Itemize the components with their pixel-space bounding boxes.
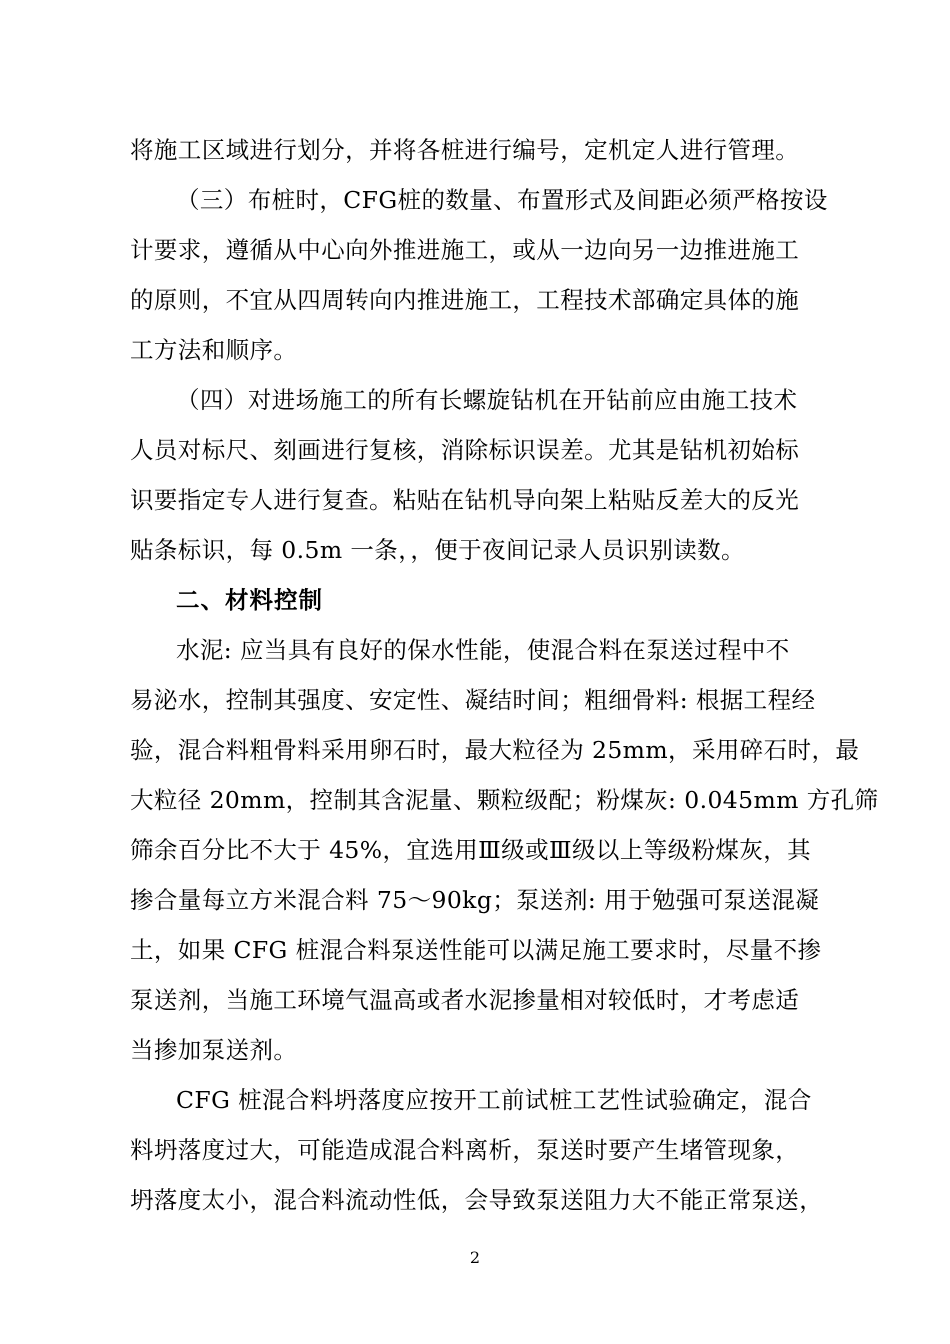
text-line: （四）对进场施工的所有长螺旋钻机在开钻前应由施工技术 bbox=[176, 386, 798, 414]
text-line: 计要求，遵循从中心向外推进施工，或从一边向另一边推进施工 bbox=[130, 236, 800, 264]
text-line: 工方法和顺序。 bbox=[130, 336, 298, 364]
text-line: 大粒径 20mm，控制其含泥量、颗粒级配；粉煤灰: 0.045mm 方孔筛 bbox=[130, 786, 879, 814]
text-line: 贴条标识，每 0.5m 一条，，便于夜间记录人员识别读数。 bbox=[130, 536, 745, 564]
text-line: 土，如果 CFG 桩混合料泵送性能可以满足施工要求时，尽量不掺 bbox=[130, 936, 822, 964]
text-line: 筛余百分比不大于 45%，宜选用Ⅲ级或Ⅲ级以上等级粉煤灰，其 bbox=[130, 836, 812, 864]
text-line: 识要指定专人进行复查。粘贴在钻机导向架上粘贴反差大的反光 bbox=[130, 486, 800, 514]
text-line: 泵送剂，当施工环境气温高或者水泥掺量相对较低时，才考虑适 bbox=[130, 986, 800, 1014]
text-line: （三）布桩时，CFG桩的数量、布置形式及间距必须严格按设 bbox=[176, 186, 828, 214]
section-heading: 二、材料控制 bbox=[176, 586, 323, 614]
text-line: 将施工区域进行划分，并将各桩进行编号，定机定人进行管理。 bbox=[130, 136, 800, 164]
page-number: 2 bbox=[469, 1248, 481, 1267]
text-line: 水泥: 应当具有良好的保水性能，使混合料在泵送过程中不 bbox=[176, 636, 790, 664]
text-line: 验，混合料粗骨料采用卵石时，最大粒径为 25mm，采用碎石时，最 bbox=[130, 736, 860, 764]
text-line: 易泌水，控制其强度、安定性、凝结时间；粗细骨料: 根据工程经 bbox=[130, 686, 816, 714]
text-line: 坍落度太小，混合料流动性低，会导致泵送阻力大不能正常泵送， bbox=[130, 1186, 824, 1214]
text-line: 人员对标尺、刻画进行复核，消除标识误差。尤其是钻机初始标 bbox=[130, 436, 800, 464]
text-line: 掺合量每立方米混合料 75～90kg；泵送剂: 用于勉强可泵送混凝 bbox=[130, 886, 820, 914]
text-line: CFG 桩混合料坍落度应按开工前试桩工艺性试验确定，混合 bbox=[176, 1086, 812, 1114]
text-line: 的原则，不宜从四周转向内推进施工，工程技术部确定具体的施 bbox=[130, 286, 800, 314]
text-line: 当掺加泵送剂。 bbox=[130, 1036, 298, 1064]
text-line: 料坍落度过大，可能造成混合料离析，泵送时要产生堵管现象， bbox=[130, 1136, 800, 1164]
